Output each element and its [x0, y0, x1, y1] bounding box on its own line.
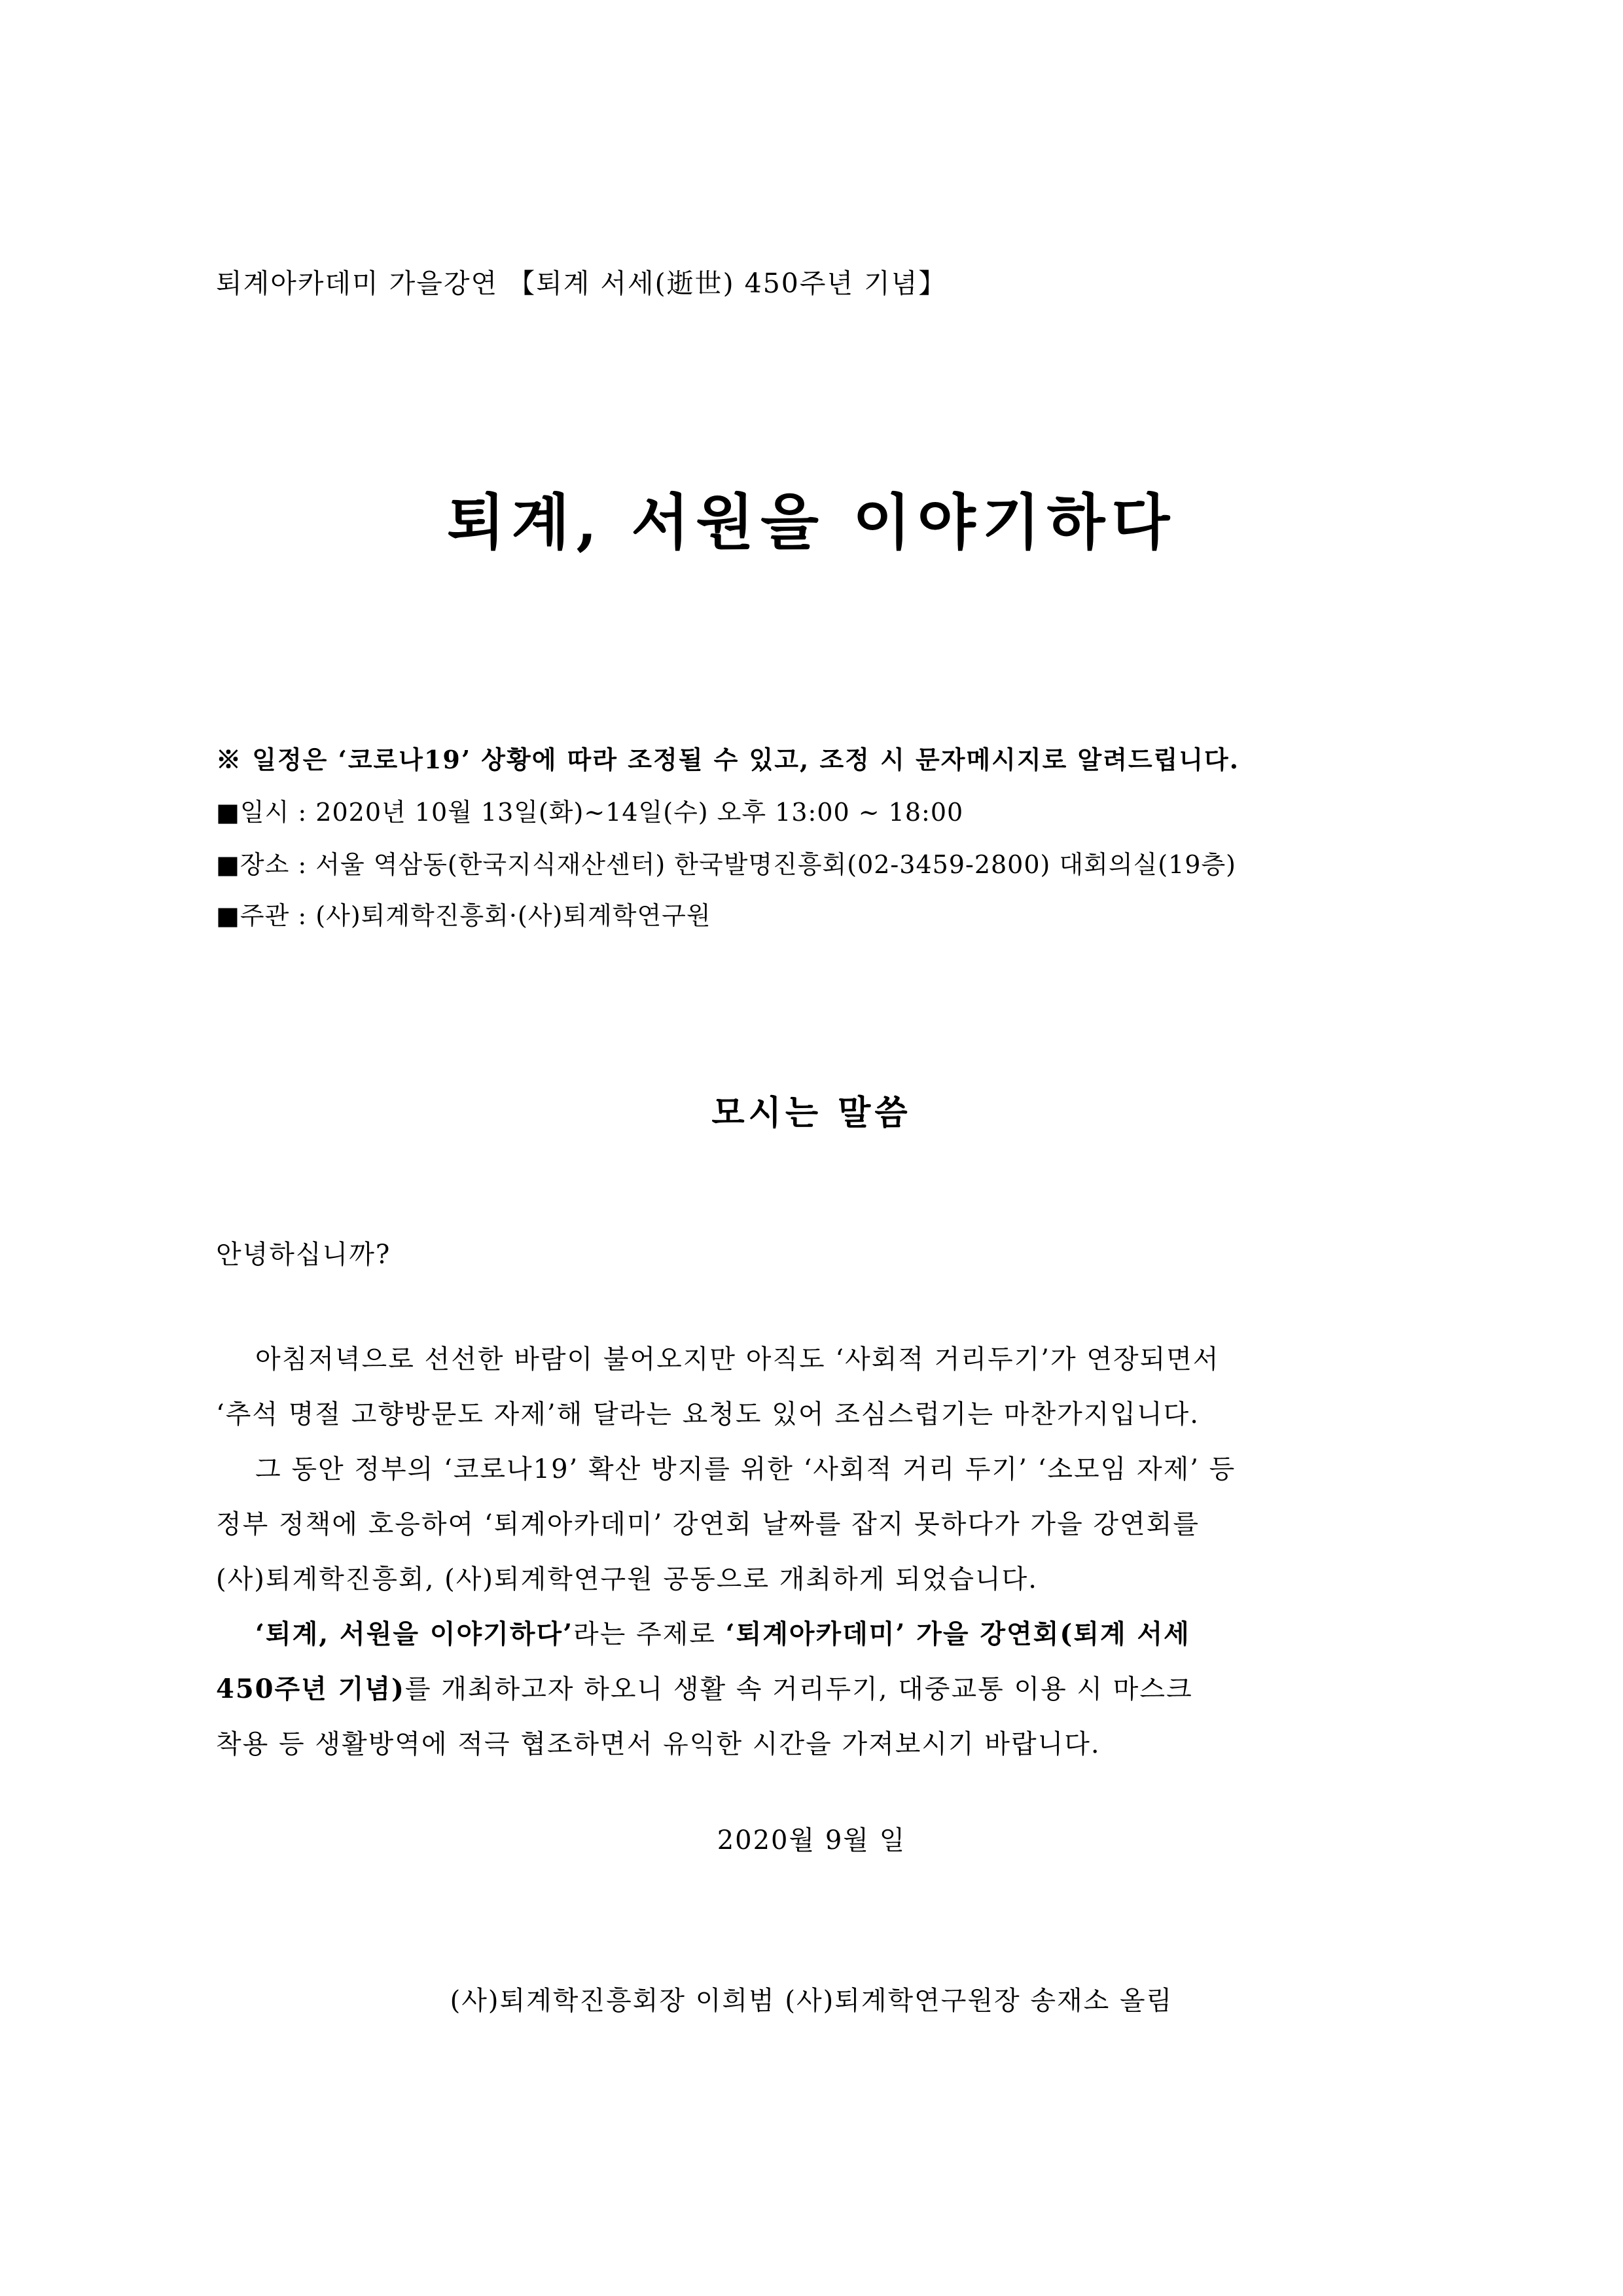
square-bullet-icon: ■ — [216, 798, 240, 827]
info-schedule-text: 일시 : 2020년 10월 13일(화)~14일(수) 오후 13:00 ~ 18:00 — [240, 798, 964, 827]
body-line-1: 아침저녁으로 선선한 바람이 불어오지만 아직도 ‘사회적 거리두기’가 연장되면서 — [255, 1344, 1220, 1374]
body-text: 라는 주제로 — [573, 1619, 726, 1649]
anniversary-bold: 450주년 기념) — [216, 1674, 405, 1704]
body-line-6 — [216, 1607, 1394, 1662]
event-name-bold: ‘퇴계아카데미’ 가을 강연회(퇴계 서세 — [725, 1619, 1190, 1649]
page-title: 퇴계, 서원을 이야기하다 — [446, 487, 1177, 558]
date-line: 2020월 9월 일 — [717, 1825, 906, 1856]
body-line-7 — [216, 1662, 1394, 1717]
schedule-notice: ※ 일정은 ‘코로나19’ 상황에 따라 조정될 수 있고, 조정 시 문자메시지로 알려드립니다. — [216, 745, 1240, 774]
event-header: 퇴계아카데미 가을강연 【퇴계 서세(逝世) 450주년 기념】 — [216, 268, 947, 299]
greeting: 안녕하십니까? — [216, 1240, 391, 1270]
info-host-text: 주관 : (사)퇴계학진흥회·(사)퇴계학연구원 — [240, 901, 711, 930]
info-schedule — [216, 792, 963, 828]
info-venue — [216, 844, 1236, 880]
signature-line: (사)퇴계학진흥회장 이희범 (사)퇴계학연구원장 송재소 올림 — [450, 1986, 1173, 2016]
body-line-2: ‘추석 명절 고향방문도 자제’해 달라는 요청도 있어 조심스럽기는 마찬가지입니다. — [216, 1399, 1200, 1429]
square-bullet-icon: ■ — [216, 850, 240, 879]
body-line-3: 그 동안 정부의 ‘코로나19’ 확산 방지를 위한 ‘사회적 거리 두기’ ‘소모임 자제’ 등 — [255, 1454, 1236, 1484]
body-line-8: 착용 등 생활방역에 적극 협조하면서 유익한 시간을 가져보시기 바랍니다. — [216, 1729, 1101, 1759]
topic-title-bold: ‘퇴계, 서원을 이야기하다’ — [255, 1619, 574, 1649]
info-venue-text: 장소 : 서울 역삼동(한국지식재산센터) 한국발명진흥회(02-3459-2800) 대회의실(19층) — [240, 850, 1236, 879]
square-bullet-icon: ■ — [216, 901, 240, 930]
body-line-5: (사)퇴계학진흥회, (사)퇴계학연구원 공동으로 개최하게 되었습니다. — [216, 1564, 1038, 1594]
body-text: 를 개최하고자 하오니 생활 속 거리두기, 대중교통 이용 시 마스크 — [404, 1674, 1193, 1704]
body-line-4: 정부 정책에 호응하여 ‘퇴계아카데미’ 강연회 날짜를 잡지 못하다가 가을 강연회를 — [216, 1509, 1200, 1539]
info-host — [216, 895, 711, 931]
section-title: 모시는 말씀 — [711, 1093, 912, 1133]
